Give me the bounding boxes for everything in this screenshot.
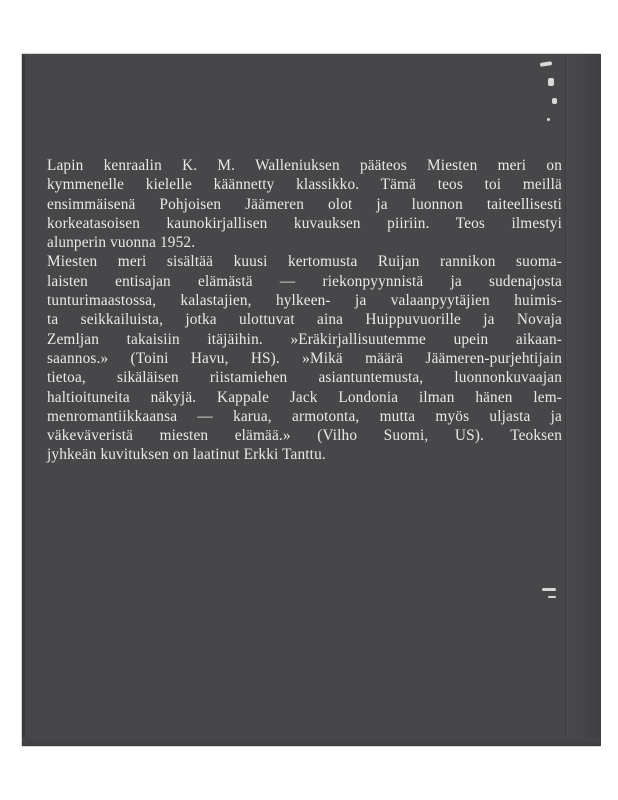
blurb-line: ta seikkailuista, jotka ulottuvat aina Huippuvuorille ja Novaja <box>47 311 562 329</box>
blurb-line: korkeatasoisen kaunokirjallisen kuvauksen piiriin. Teos ilmestyi <box>47 214 562 232</box>
blurb-line: Lapin kenraalin K. M. Walleniuksen pääteos Miesten meri on <box>47 157 562 174</box>
blurb-text <box>47 156 562 465</box>
blurb-line: väkeväveristä miesten elämää.» (Vilho Suomi, US). Teoksen <box>47 427 562 445</box>
blurb-line: saannos.» (Toini Havu, HS). »Mikä määrä Jäämeren-purjehtijain <box>47 349 562 367</box>
blurb-line: tunturimaastossa, kalastajien, hylkeen- ja valaanpyytäjien huimis- <box>47 292 562 310</box>
cover-wear-mark <box>542 588 556 591</box>
blurb-line: ensimmäisenä Pohjoisen Jäämeren olot ja luonnon taiteellisesti <box>47 195 562 213</box>
cover-wear-mark <box>547 118 550 121</box>
cover-wear-mark <box>548 596 556 598</box>
blurb-line: tietoa, sikäläisen riistamiehen asiantuntemusta, luonnonkuvaajan <box>47 369 562 387</box>
cover-bottom-edge <box>22 738 600 746</box>
blurb-line: haltioituneita näkyjä. Kappale Jack Londonia ilman hänen lem- <box>47 388 562 406</box>
cover-wear-mark <box>548 78 554 86</box>
blurb-line: Miesten meri sisältää kuusi kertomusta Ruijan rannikon suoma- <box>47 253 562 271</box>
blurb-line: jyhkeän kuvituksen on laatinut Erkki Tanttu. <box>47 446 326 464</box>
cover-left-edge <box>22 54 25 746</box>
cover-wear-mark <box>552 98 557 104</box>
blurb-line: menromantiikkaansa — karua, armotonta, mutta myös uljasta ja <box>47 407 562 425</box>
blurb-line: Zemljan takaisiin itäjäihin. »Eräkirjallisuutemme upein aikaan- <box>47 330 562 348</box>
blurb-line: kymmenelle kielelle käännetty klassikko. Tämä teos toi meillä <box>47 176 562 194</box>
blurb-line: laisten entisajan elämästä — riekonpyynnistä ja sudenajosta <box>47 272 562 290</box>
blurb-line: alunperin vuonna 1952. <box>47 234 196 252</box>
cover-right-edge <box>565 54 601 746</box>
